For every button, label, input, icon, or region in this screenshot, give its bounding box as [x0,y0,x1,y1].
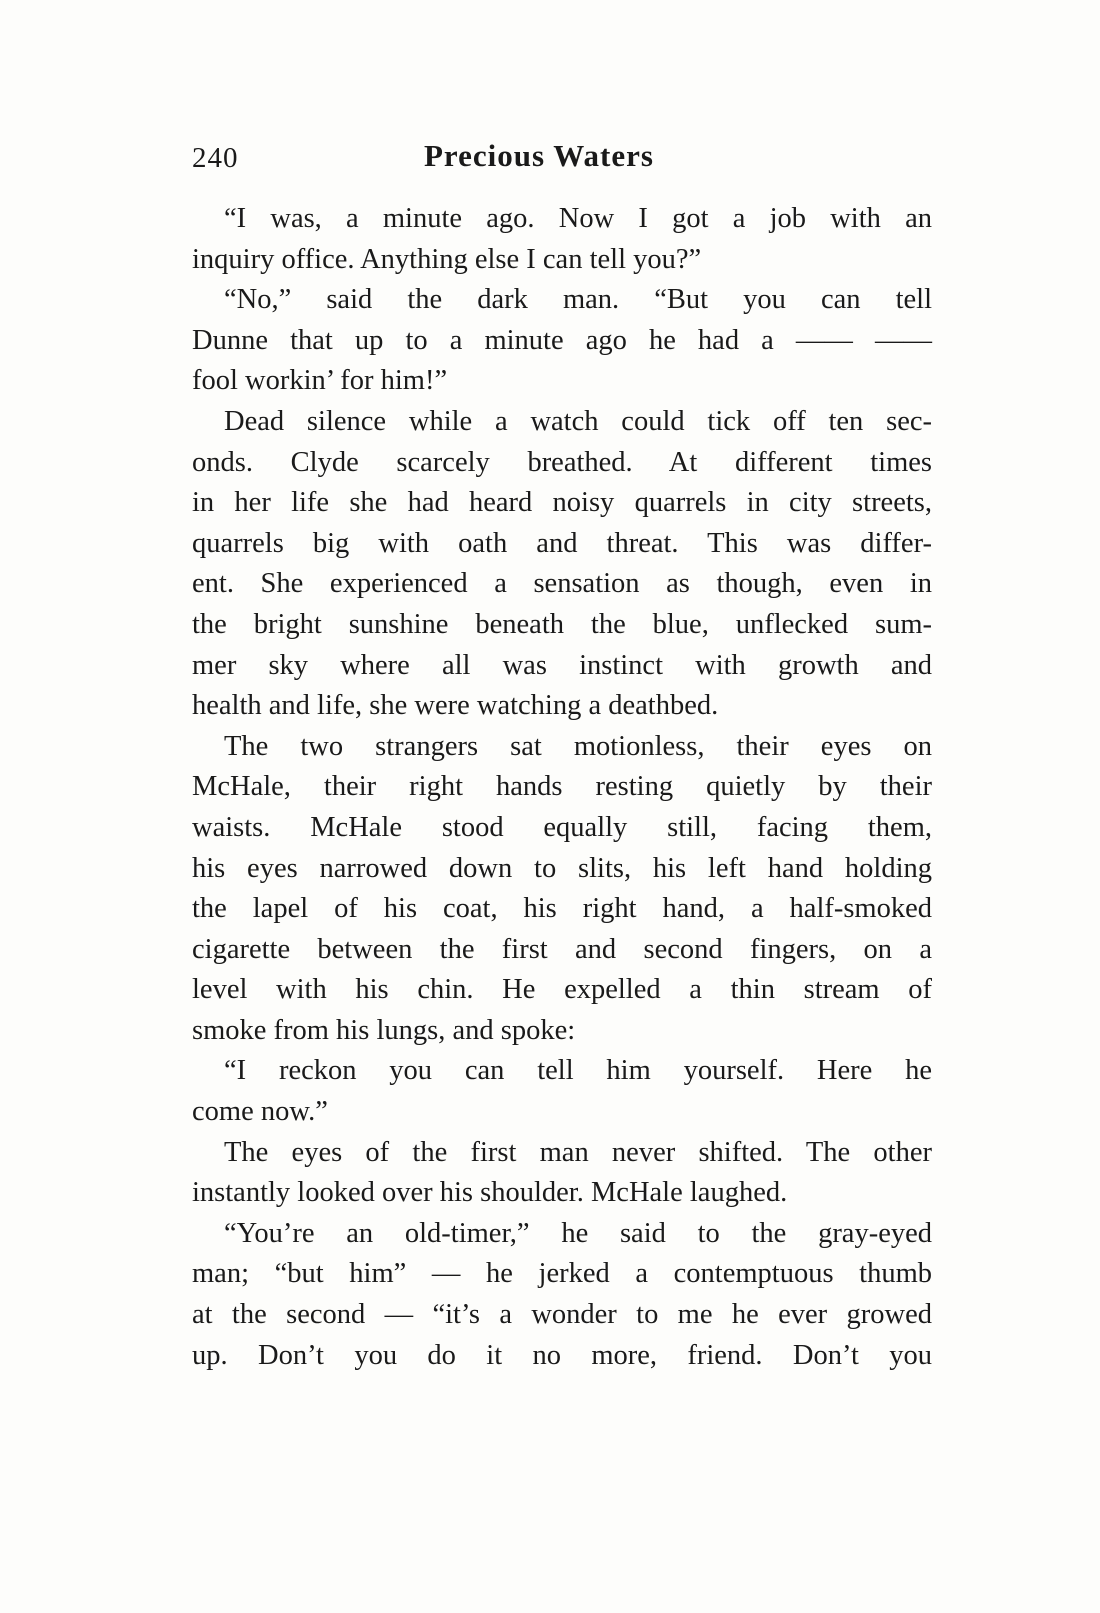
text-line: level with his chin. He expelled a thin stream of [192,974,932,1006]
text-line: mer sky where all was instinct with growth and [192,649,932,681]
text-line: smoke from his lungs, and spoke: [192,1014,576,1046]
text-line: come now.” [192,1096,328,1128]
text-line: onds. Clyde scarcely breathed. At different times [192,446,932,478]
text-line: “I was, a minute ago. Now I got a job with an [224,203,932,234]
text-line: health and life, she were watching a deathbed. [192,690,719,722]
text-line: man; “but him” — he jerked a contemptuous thumb [192,1258,932,1290]
text-line: inquiry office. Anything else I can tell you?” [192,243,702,275]
text-line: The eyes of the first man never shifted. The other [224,1136,932,1168]
text-line: his eyes narrowed down to slits, his left hand holding [192,852,932,884]
text-line: Dunne that up to a minute ago he had a —— —— [192,324,932,356]
running-head [192,138,932,182]
text-line: Dead silence while a watch could tick off ten sec- [224,405,932,437]
text-line: waists. McHale stood equally still, facing them, [192,811,932,843]
text-line: “I reckon you can tell him yourself. Here he [224,1055,932,1087]
page-number: 240 [192,142,239,174]
text-line: at the second — “it’s a wonder to me he ever growed [192,1299,932,1331]
text-line: “No,” said the dark man. “But you can tell [224,284,932,316]
text-line: The two strangers sat motionless, their eyes on [224,730,932,762]
text-line: fool workin’ for him!” [192,365,448,397]
text-line: cigarette between the first and second fingers, on a [192,933,932,965]
text-line: the lapel of his coat, his right hand, a half-smoked [192,893,932,925]
text-line: in her life she had heard noisy quarrels in city streets, [192,487,932,519]
running-title: Precious Waters [424,138,654,173]
text-line: “You’re an old-timer,” he said to the gray-eyed [224,1217,932,1249]
text-line: up. Don’t you do it no more, friend. Don’t you [192,1339,932,1371]
text-line: McHale, their right hands resting quietly by their [192,771,932,803]
text-line: ent. She experienced a sensation as though, even in [192,568,932,600]
body-text [192,199,932,1376]
text-line: instantly looked over his shoulder. McHale laughed. [192,1177,788,1209]
text-line: quarrels big with oath and threat. This was differ- [192,527,932,559]
text-line: the bright sunshine beneath the blue, unflecked sum- [192,608,932,640]
